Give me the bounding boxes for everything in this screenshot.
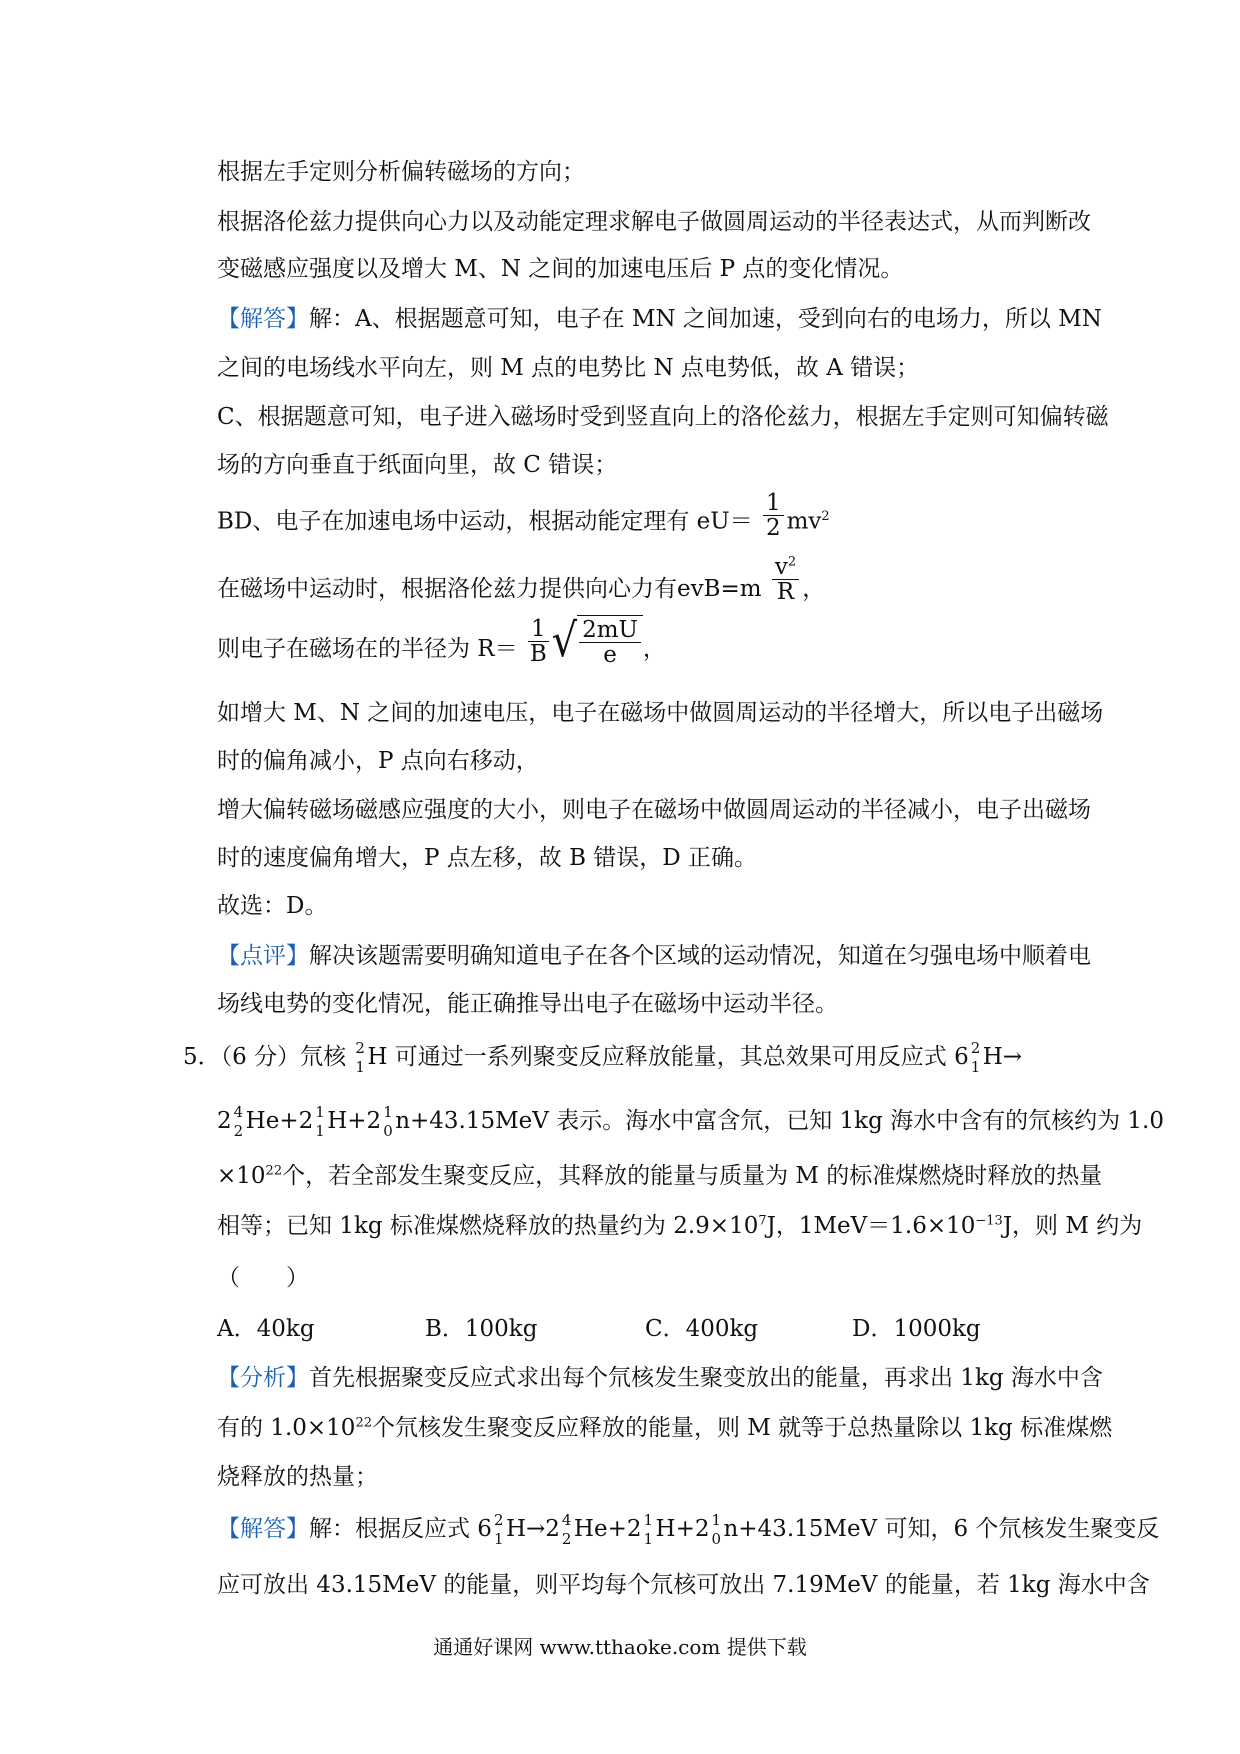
formula-lorentz-tail: ，	[802, 576, 826, 602]
formula-line-energy	[217, 490, 830, 541]
formula-lorentz-lhs: evB=m	[677, 576, 762, 602]
fraction-denominator: 2	[765, 515, 781, 541]
solution-line-5: 如增大 M、N 之间的加速电压，电子在磁场中做圆周运动的半径增大，所以电子出磁场	[217, 700, 1104, 726]
analysis-line-2: 根据洛伦兹力提供向心力以及动能定理求解电子做圆周运动的半径表达式，从而判断改	[217, 209, 1091, 235]
solution-line-6: 时的偏角减小，P 点向右移动，	[217, 748, 539, 774]
fraction-denominator: R	[776, 578, 795, 605]
solution-line-7: 增大偏转磁场磁感应强度的大小，则电子在磁场中做圆周运动的半径减小，电子出磁场	[217, 797, 1091, 823]
question-score: （6 分）	[220, 1044, 301, 1070]
formula-lorentz-prefix: 在磁场中运动时，根据洛伦兹力提供向心力有	[217, 576, 677, 602]
question-5-line-1: 5．（6 分）氘核 2 1 H 可通过一系列聚变反应释放能量，其总效果可用反应式 6 2 1 H→	[183, 1039, 1023, 1076]
solution-line-8: 时的速度偏角增大，P 点左移，故 B 错误，D 正确。	[217, 845, 758, 871]
formula-energy-mv: mv	[786, 508, 822, 535]
analysis-line-1: 根据左手定则分析偏转磁场的方向；	[217, 159, 585, 185]
nuclide-hydrogen: 1 1	[315, 1103, 325, 1140]
solution-tag: 【解答】	[217, 306, 309, 332]
solution-tag: 【解答】	[217, 1516, 309, 1542]
analysis-line-3: 变磁感应强度以及增大 M、N 之间的加速电压后 P 点的变化情况。	[217, 256, 904, 282]
comment-text: 解决该题需要明确知道电子在各个区域的运动情况，知道在匀强电场中顺着电	[309, 943, 1091, 969]
solution-line-1	[217, 303, 1102, 335]
nuclide-deuterium: 2 1	[970, 1039, 981, 1076]
option-b: B．100kg	[425, 1316, 538, 1342]
comment-line-1	[217, 940, 1091, 972]
comment-line-2: 场线电势的变化情况，能正确推导出电子在磁场中运动半径。	[217, 991, 838, 1017]
nuclide-neutron: 1 0	[711, 1511, 722, 1548]
fraction-one-half	[763, 491, 784, 540]
analysis-q5-line-3: 烧释放的热量；	[217, 1464, 378, 1490]
formula-radius-prefix: 则电子在磁场在的半径为 R＝	[217, 636, 518, 662]
solution-line-2: 之间的电场线水平向左，则 M 点的电势比 N 点电势低，故 A 错误；	[217, 355, 920, 381]
nuclide-deuterium: 2 1	[493, 1511, 504, 1548]
formula-line-radius	[217, 614, 666, 668]
fraction-v2-over-r	[772, 555, 799, 604]
fraction-denominator: B	[529, 640, 547, 667]
nuclide-helium: 4 2	[561, 1511, 572, 1548]
question-5-line-2: 2 4 2 He+2 1 1 H+2 1 0 n+43.15MeV 表示。海水中富含氘，已知 1kg 海水中含有的氘核约为 1.0	[217, 1103, 1165, 1140]
nuclide-helium: 4 2	[233, 1103, 244, 1140]
fraction-one-over-b	[528, 617, 549, 666]
formula-energy-exp: 2	[821, 508, 830, 524]
solution-line-4: 场的方向垂直于纸面向里，故 C 错误；	[217, 452, 618, 478]
question-5-line-4: 相等；已知 1kg 标准煤燃烧释放的热量约为 $2.9\times 10^7J$，$1MeV=1.6\times 10^{-13}J$，则 M 约为	[217, 1213, 1143, 1239]
answer-line: 故选：D。	[217, 893, 328, 919]
solution-q5-line-1: 【解答】解：根据反应式 6 2 1 H→2 4 2 He+2 1 1 H+2 1 0 n+43.15MeV 可知，6 个氘核发生聚变反	[217, 1511, 1160, 1548]
square-root: √ $\frac{2mU}{e}$	[552, 615, 643, 667]
option-c: C．400kg	[645, 1316, 759, 1342]
question-5-line-3: $\times 10^{22}$个，若全部发生聚变反应，其释放的能量与质量为 M 的标准煤燃烧时释放的热量	[217, 1163, 1103, 1189]
fraction-numerator: 1	[528, 617, 549, 642]
fraction-numerator: 1	[763, 491, 784, 516]
fraction-numerator: $v^2$	[772, 555, 799, 580]
formula-radius-tail: ，	[642, 636, 666, 662]
option-a: A．40kg	[217, 1316, 315, 1342]
analysis-tag: 【分析】	[217, 1365, 309, 1391]
solution-line-3: C、根据题意可知，电子进入磁场时受到竖直向上的洛伦兹力，根据左手定则可知偏转磁	[217, 404, 1109, 430]
formula-energy-prefix: BD、电子在加速电场中运动，根据动能定理有 eU＝	[217, 508, 753, 535]
nuclide-hydrogen: 1 1	[643, 1511, 654, 1548]
nuclide-neutron: 1 0	[383, 1103, 393, 1140]
question-number: 5．	[183, 1044, 221, 1070]
analysis-q5-line-1: 【分析】首先根据聚变反应式求出每个氘核发生聚变放出的能量，再求出 1kg 海水中含	[217, 1365, 1103, 1391]
solution-q5-line-2: 应可放出 43.15MeV 的能量，则平均每个氘核可放出 7.19MeV 的能量，若 1kg 海水中含	[217, 1572, 1150, 1598]
formula-line-lorentz	[217, 553, 826, 605]
comment-tag: 【点评】	[217, 943, 309, 969]
option-d: D．1000kg	[852, 1316, 981, 1342]
nuclide-deuterium: 2 1	[355, 1039, 365, 1076]
question-5-blank: （ ）	[217, 1265, 309, 1291]
solution-text: 解：A、根据题意可知，电子在 MN 之间加速，受到向右的电场力，所以 MN	[309, 306, 1102, 332]
fraction-2mu-over-e: $\frac{2mU}{e}$	[579, 618, 641, 667]
analysis-q5-line-2: 有的 $1.0\times 10^{22}$个氘核发生聚变反应释放的能量，则 M 就等于总热量除以 1kg 标准煤燃	[217, 1415, 1113, 1441]
page-footer: 通通好课网 www.tthaoke.com 提供下载	[433, 1635, 807, 1659]
